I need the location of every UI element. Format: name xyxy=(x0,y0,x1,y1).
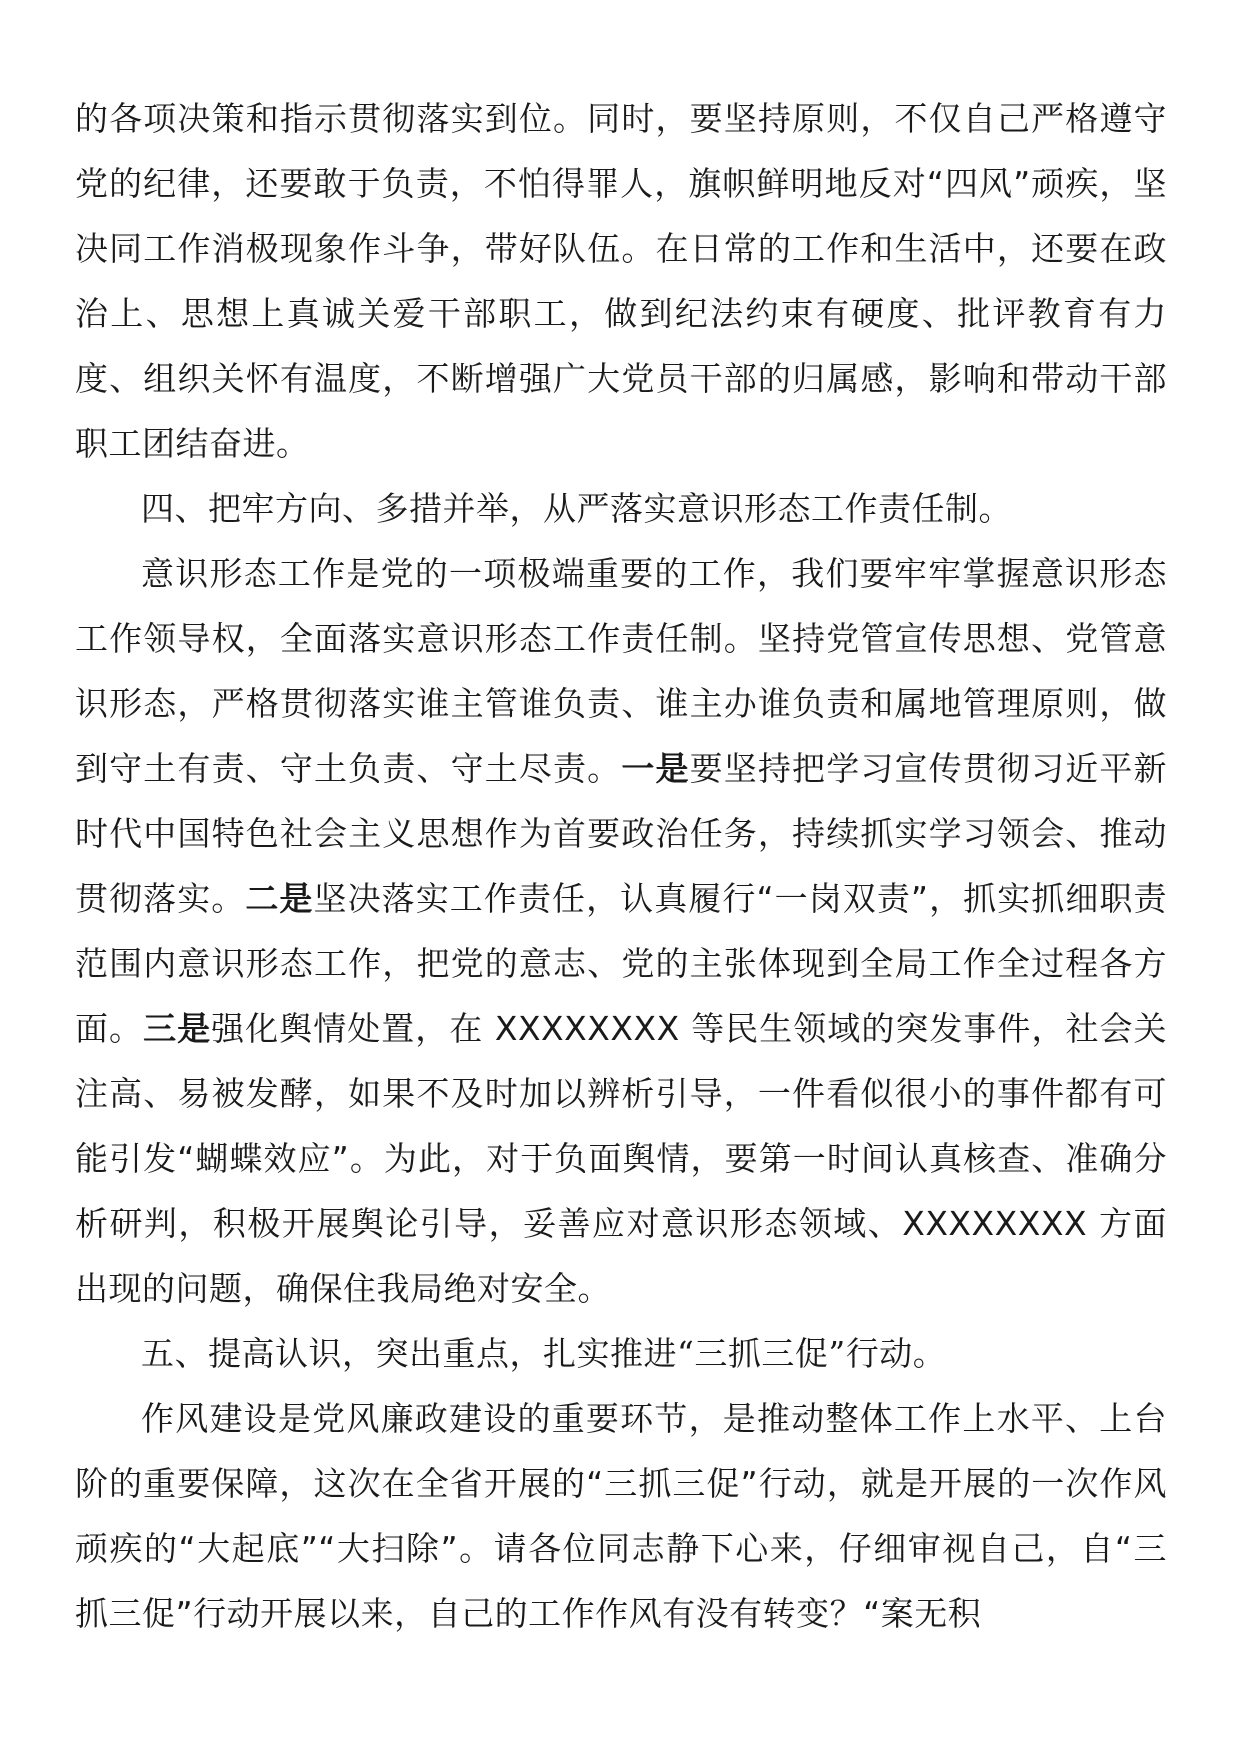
point-text-1: 要坚持把学习宣传贯彻习近平新时代中国特色社会主义思想作为首要政治任务，持续抓实学习领会、推动贯彻落实。 xyxy=(75,749,1168,918)
point-label-1: 一是 xyxy=(621,749,690,788)
point-text-2: 坚决落实工作责任，认真履行“一岗双责”，抓实抓细职责范围内意识形态工作，把党的意志、党的主张体现到全局工作全过程各方面。 xyxy=(75,879,1168,1048)
paragraph-intro: 意识形态工作是党的一项极端重要的工作，我们要牢牢掌握意识形态工作领导权，全面落实意识形态工作责任制。坚持党管宣传思想、党管意识形态，严格贯彻落实谁主管谁负责、谁主办谁负责和属地管理原则，做到守土有责、守土负责、守土尽责。 xyxy=(75,554,1167,788)
point-label-2: 二是 xyxy=(245,879,314,918)
section-heading-4: 四、把牢方向、多措并举，从严落实意识形态工作责任制。 xyxy=(141,489,1012,528)
document-body xyxy=(75,86,1167,1646)
point-text-3: 强化舆情处置，在 XXXXXXXX 等民生领域的突发事件，社会关注高、易被发酵，如果不及时加以辨析引导，一件看似很小的事件都有可能引发“蝴蝶效应”。为此，对于负面舆情，要第一时间认真核查、准确分析研判，积极开展舆论引导，妥善应对意识形态领域、XXXXXXXX 方面出现的问题，确保住我局绝对安全。 xyxy=(75,1009,1168,1308)
paragraph-ideology xyxy=(75,541,1167,1321)
paragraph-work-style: 作风建设是党风廉政建设的重要环节，是推动整体工作上水平、上台阶的重要保障，这次在全省开展的“三抓三促”行动，就是开展的一次作风顽疾的“大起底”“大扫除”。请各位同志静下心来，仔细审视自己，自“三抓三促”行动开展以来，自己的工作作风有没有转变？“案无积 xyxy=(75,1399,1167,1633)
point-label-3: 三是 xyxy=(143,1009,212,1048)
section-heading-5: 五、提高认识，突出重点，扎实推进“三抓三促”行动。 xyxy=(141,1334,947,1373)
paragraph-continuation: 的各项决策和指示贯彻落实到位。同时，要坚持原则，不仅自己严格遵守党的纪律，还要敢于负责，不怕得罪人，旗帜鲜明地反对“四风”顽疾，坚决同工作消极现象作斗争，带好队伍。在日常的工作和生活中，还要在政治上、思想上真诚关爱干部职工，做到纪法约束有硬度、批评教育有力度、组织关怀有温度，不断增强广大党员干部的归属感，影响和带动干部职工团结奋进。 xyxy=(75,99,1167,463)
